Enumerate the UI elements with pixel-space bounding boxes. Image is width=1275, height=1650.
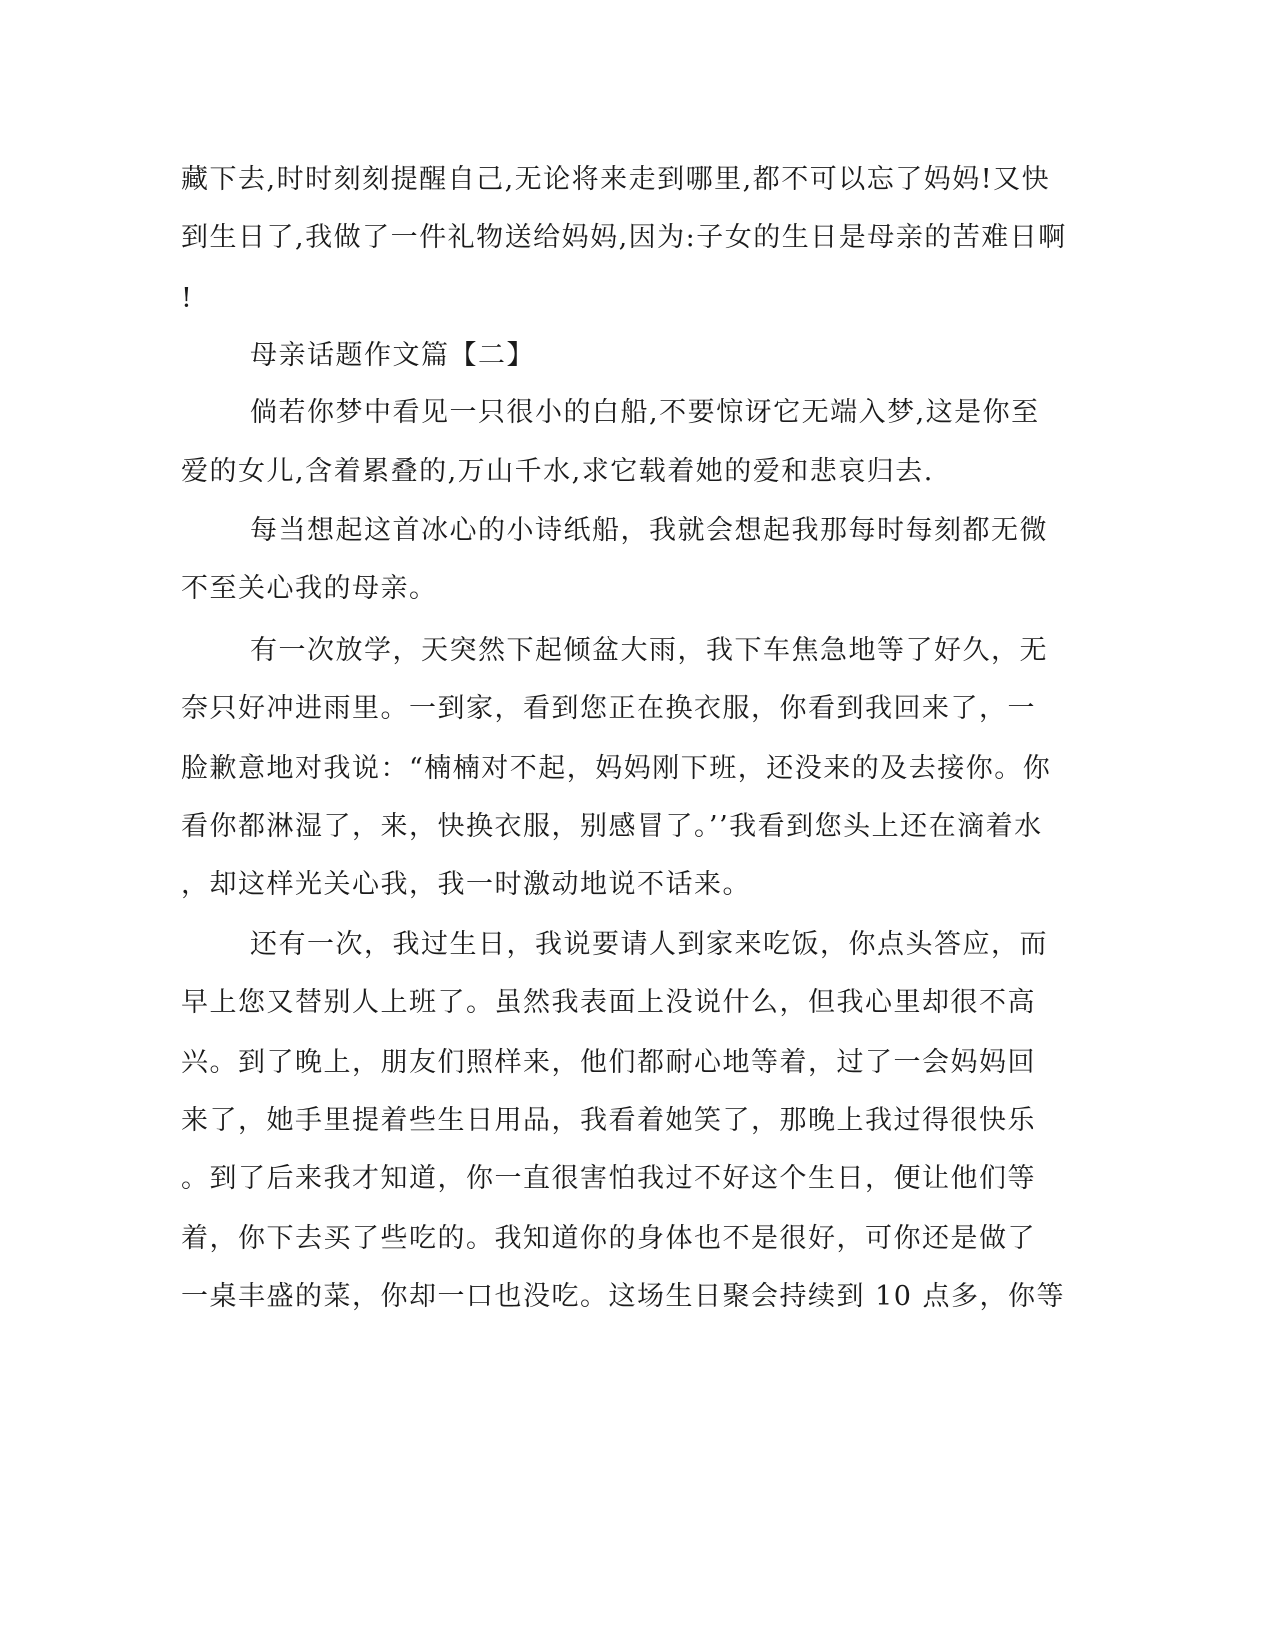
- text-line: 脸歉意地对我说：“楠楠对不起，妈妈刚下班，还没来的及去接你。你: [181, 753, 1052, 784]
- text-line: 早上您又替别人上班了。虽然我表面上没说什么，但我心里却很不高: [181, 987, 1036, 1018]
- text-line: 不至关心我的母亲。: [181, 573, 438, 604]
- text-line: 奈只好冲进雨里。一到家，看到您正在换衣服，你看到我回来了，一: [181, 693, 1036, 724]
- text-line: 藏下去,时时刻刻提醒自己,无论将来走到哪里,都不可以忘了妈妈!又快: [181, 164, 1051, 195]
- text-line: 。到了后来我才知道，你一直很害怕我过不好这个生日，便让他们等: [181, 1163, 1036, 1194]
- text-line: 来了，她手里提着些生日用品，我看着她笑了，那晚上我过得很快乐: [181, 1105, 1036, 1136]
- text-line: 一桌丰盛的菜，你却一口也没吃。这场生日聚会持续到 10 点多，你等: [181, 1281, 1066, 1312]
- text-line: 还有一次，我过生日，我说要请人到家来吃饭，你点头答应，而: [250, 929, 1048, 960]
- text-line: 倘若你梦中看见一只很小的白船,不要惊讶它无端入梦,这是你至: [250, 397, 1040, 428]
- text-line: ，却这样光关心我，我一时激动地说不话来。: [181, 869, 751, 900]
- text-line: 看你都淋湿了，来，快换衣服，别感冒了。’’我看到您头上还在滴着水: [181, 811, 1043, 842]
- text-line: !: [181, 283, 194, 314]
- text-line: 有一次放学，天突然下起倾盆大雨，我下车焦急地等了好久，无: [250, 635, 1048, 666]
- text-line: 爱的女儿,含着累叠的,万山千水,求它载着她的爱和悲哀归去.: [181, 456, 934, 487]
- text-line: 兴。到了晚上，朋友们照样来，他们都耐心地等着，过了一会妈妈回: [181, 1047, 1036, 1078]
- section-heading: 母亲话题作文篇【二】: [250, 340, 535, 371]
- text-line: 每当想起这首冰心的小诗纸船，我就会想起我那每时每刻都无微: [250, 515, 1048, 546]
- text-line: 到生日了,我做了一件礼物送给妈妈,因为:子女的生日是母亲的苦难日啊: [181, 222, 1067, 253]
- text-line: 着，你下去买了些吃的。我知道你的身体也不是很好，可你还是做了: [181, 1223, 1036, 1254]
